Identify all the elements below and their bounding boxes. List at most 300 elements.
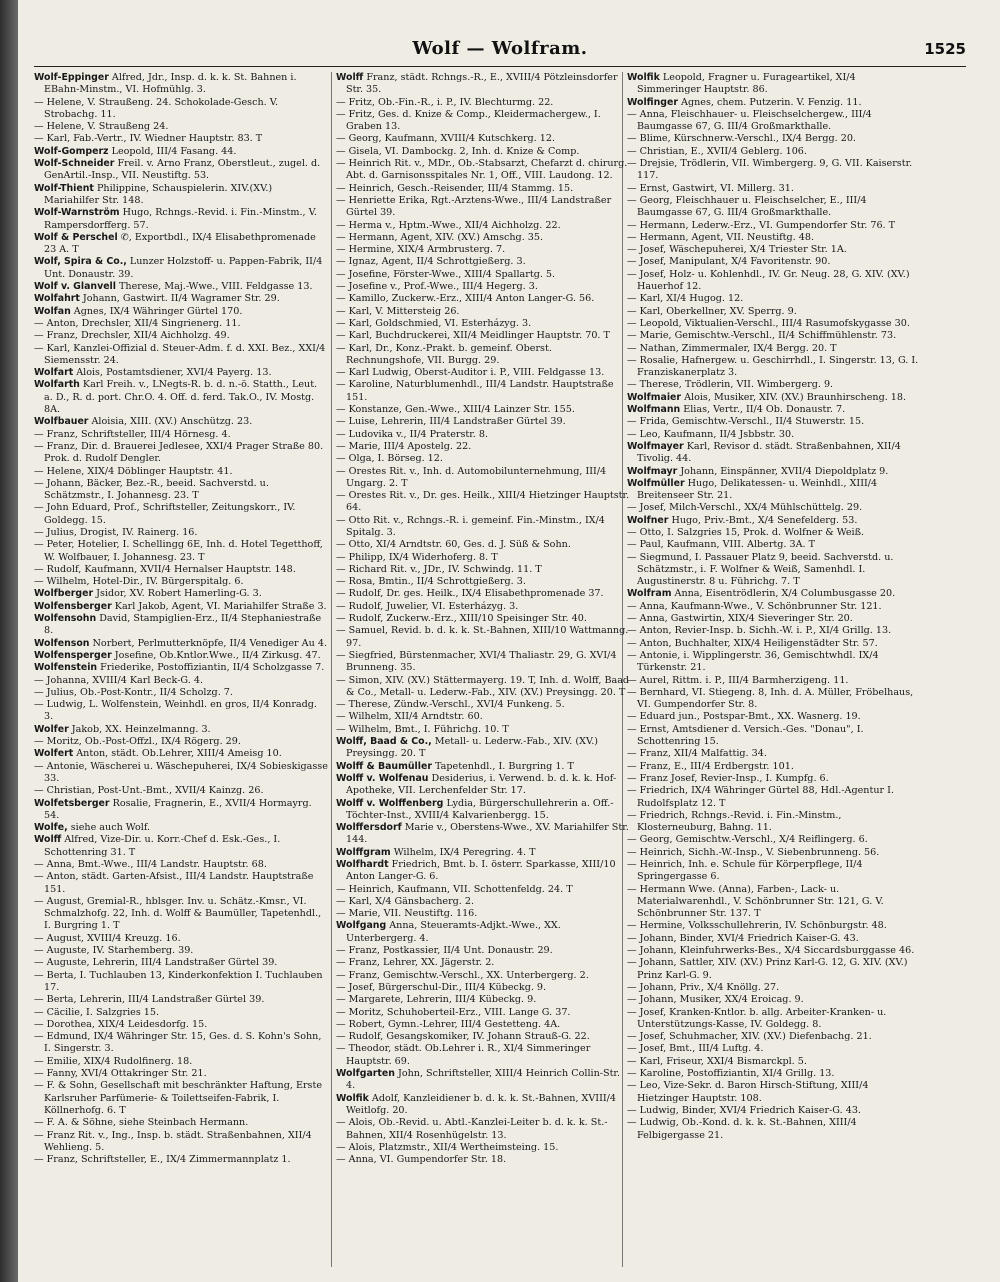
directory-entry: [336, 133, 630, 145]
entry-details: Anna, Steueramts-Adjkt.-Wwe., XX. Unterbergerg. 4.: [346, 920, 561, 944]
entry-details: — Robert, Gymn.-Lehrer, III/4 Gestetteng. 4A.: [336, 1018, 561, 1030]
entry-details: — Ludwig, Ob.-Kond. d. k. k. St.-Bahnen, XIII/4 Felbigergasse 21.: [627, 1117, 857, 1141]
entry-details: — Wilhelm, Bmt., I. Führichg. 10. T: [336, 723, 509, 735]
directory-entry: [336, 798, 630, 823]
entry-details: — Aurel, Rittm. i. P., III/4 Barmherzigeng. 11.: [627, 674, 849, 686]
entry-details: — Fritz, Ob.-Fin.-R., i. P., IV. Blechturmg. 22.: [336, 96, 554, 108]
directory-entry: [34, 1130, 328, 1155]
entry-surname: Wolfan: [34, 305, 71, 317]
directory-entry: [627, 220, 921, 232]
entry-surname: Wolfmaier: [627, 391, 682, 403]
entry-details: David, Stampiglien-Erz., II/4 Stephaniestraße 8.: [44, 613, 322, 637]
entry-surname: Wolfensberger: [34, 600, 112, 612]
directory-entry: [627, 330, 921, 342]
entry-details: — Karl Ludwig, Oberst-Auditor i. P., VIII. Feldgasse 13.: [336, 367, 605, 379]
entry-details: — Hermine, XIX/4 Armbrusterg. 7.: [336, 244, 506, 256]
column-1: [34, 72, 328, 1267]
directory-entry: [627, 1080, 921, 1105]
directory-entry: [627, 109, 921, 134]
entry-details: — Ernst, Gastwirt, VI. Millerg. 31.: [627, 182, 794, 194]
entry-details: — Ludovika v., II/4 Praterstr. 8.: [336, 428, 489, 440]
entry-details: — Franz, Drechsler, XII/4 Aichholzg. 49.: [34, 330, 230, 342]
entry-surname: Wolfmann: [627, 404, 681, 416]
directory-entry: [34, 724, 328, 736]
entry-details: siehe auch Wolf.: [67, 822, 151, 834]
entry-details: — Hermann, Agent, VII. Neustiftg. 48.: [627, 231, 815, 243]
entry-details: — Wilhelm, XII/4 Arndtstr. 60.: [336, 711, 483, 723]
directory-entry: [336, 441, 630, 453]
entry-details: — Josef, Bmt., III/4 Luftg. 4.: [627, 1043, 764, 1055]
entry-details: — August, XVIII/4 Kreuzg. 16.: [34, 932, 181, 944]
directory-entry: [34, 146, 328, 158]
entry-details: — Franz, Gemischtw.-Verschl., XX. Unterbergerg. 2.: [336, 969, 589, 981]
entry-details: — Karl, Kanzlei-Offizial d. Steuer-Adm. f. d. XXI. Bez., XXI/4 Siemensstr. 24.: [34, 342, 326, 366]
directory-entry: [34, 859, 328, 871]
directory-entry: [627, 539, 921, 551]
directory-entry: [336, 232, 630, 244]
directory-entry: [336, 109, 630, 134]
directory-entry: [627, 1105, 921, 1117]
entry-details: Josefine, Ob.Kntlor.Wwe., II/4 Zirkusg. 47.: [111, 649, 321, 661]
directory-entry: [336, 884, 630, 896]
directory-entry: [336, 761, 630, 773]
directory-entry: [34, 1031, 328, 1056]
entry-details: — Leo, Vize-Sekr. d. Baron Hirsch-Stiftung, XIII/4 Hietzinger Hauptstr. 108.: [627, 1080, 869, 1104]
entry-details: — Franz, Postkassier, II/4 Unt. Donaustr. 29.: [336, 945, 553, 957]
directory-entry: [336, 736, 630, 761]
directory-entry: [34, 822, 328, 834]
entry-details: — Rudolf, Kaufmann, XVII/4 Hernalser Hauptstr. 148.: [34, 563, 296, 575]
entry-details: — Simon, XIV. (XV.) Stättermayerg. 19. T, Inh. d. Wolff, Baad & Co., Metall- u. Lederw.-Fab., XIV. (XV.) Preysingg. 20. T: [336, 674, 630, 698]
entry-surname: Wolff, Baad & Co.,: [336, 736, 432, 748]
directory-entry: [627, 133, 921, 145]
entry-details: Jakob, XX. Heinzelmanng. 3.: [68, 723, 211, 735]
directory-entry: [627, 318, 921, 330]
directory-entry: [627, 146, 921, 158]
entry-details: — Therese, Zündw.-Verschl., XVI/4 Funkeng. 5.: [336, 699, 565, 711]
directory-entry: [627, 638, 921, 650]
directory-entry: [34, 957, 328, 969]
entry-surname: Wolfgarten: [336, 1068, 395, 1080]
directory-entry: [34, 121, 328, 133]
entry-details: — Ignaz, Agent, II/4 Schrottgießerg. 3.: [336, 256, 526, 268]
entry-details: — Heinrich, Inh. e. Schule für Körperpflege, II/4 Springergasse 6.: [627, 859, 863, 883]
directory-entry: [336, 613, 630, 625]
entry-details: — Frida, Gemischtw.-Verschl., II/4 Stuwerstr. 15.: [627, 416, 865, 428]
entry-details: — Rudolf, Gesangskomiker, IV. Johann Strauß-G. 22.: [336, 1031, 590, 1043]
entry-details: — Karl, Buchdruckerei, XII/4 Meidlinger Hauptstr. 70. T: [336, 330, 610, 342]
directory-entry: [336, 404, 630, 416]
entry-surname: Wolfgang: [336, 920, 387, 932]
entry-details: — Josef, Milch-Verschl., XX/4 Mühlschüttelg. 29.: [627, 502, 863, 514]
directory-entry: [336, 822, 630, 847]
entry-surname: Wolfahrt: [34, 293, 80, 305]
entry-details: — Heinrich, Kaufmann, VII. Schottenfeldg. 24. T: [336, 883, 573, 895]
directory-entry: [627, 306, 921, 318]
directory-entry: [34, 933, 328, 945]
entry-details: — Josef, Bürgerschul-Dir., III/4 Kübeckg. 9.: [336, 981, 547, 993]
entry-details: — Josef, Holz- u. Kohlenhdl., IV. Gr. Neug. 28, G. XIV. (XV.) Hauerhof 12.: [627, 268, 910, 293]
directory-entry: [34, 343, 328, 368]
directory-entry: [627, 675, 921, 687]
directory-entry: [34, 1080, 328, 1117]
entry-surname: Wolfenson: [34, 637, 90, 649]
directory-entry: [627, 379, 921, 391]
entry-details: — Berta, Lehrerin, III/4 Landstraßer Gürtel 39.: [34, 994, 265, 1006]
directory-entry: [34, 256, 328, 281]
entry-details: Lunzer Holzstoff- u. Pappen-Fabrik, II/4 Unt. Donaustr. 39.: [44, 256, 323, 280]
directory-entry: [336, 724, 630, 736]
directory-entry: [336, 1068, 630, 1093]
entry-details: Leopold, III/4 Fasang. 44.: [108, 145, 237, 157]
entry-details: — Franz, XII/4 Malfattig. 34.: [627, 748, 767, 760]
entry-details: Adolf, Kanzleidiener b. d. k. k. St.-Bahnen, XVIII/4 Weitlofg. 20.: [346, 1092, 617, 1116]
directory-entry: [336, 539, 630, 551]
directory-entry: [627, 1056, 921, 1068]
entry-details: Aloisia, XIII. (XV.) Anschützg. 23.: [88, 416, 253, 428]
entry-details: — Rudolf, Juwelier, VI. Esterházyg. 3.: [336, 600, 519, 612]
directory-entry: [336, 982, 630, 994]
directory-entry: [627, 711, 921, 723]
directory-entry: [34, 896, 328, 933]
entry-surname: Wolfbauer: [34, 416, 89, 428]
entry-details: — Alois, Ob.-Revid. u. Abtl.-Kanzlei-Leiter b. d. k. k. St.-Bahnen, XII/4 Rosenhügelstr. 13.: [336, 1117, 608, 1141]
entry-details: Karl Freih. v., LNegts-R. b. d. n.-ö. Statth., Leut. a. D., R. d. port. Chr.O. 4. Off. d. ferd. Tak.O., IV. Mostg. 8A.: [44, 379, 318, 416]
entry-details: — Fritz, Ges. d. Knize & Comp., Kleidermachergew., I. Graben 13.: [336, 108, 601, 133]
directory-entry: [336, 1019, 630, 1031]
entry-details: — August, Gremial-R., hblsger. Inv. u. Schätz.-Kmsr., VI. Schmalzhofg. 22, Inh. d. Wolff & Baumüller, Tapetenhdl., I. Burgring 1. T: [34, 895, 322, 932]
entry-details: — Anton, Drechsler, XII/4 Singrienerg. 11.: [34, 317, 241, 329]
directory-entry: [34, 761, 328, 786]
directory-entry: [34, 478, 328, 503]
directory-entry: [34, 638, 328, 650]
directory-entry: [34, 293, 328, 305]
entry-details: — Hermann, Lederw.-Erz., VI. Gumpendorfer Str. 76. T: [627, 219, 896, 231]
entry-surname: Wolff v. Wolfenau: [336, 772, 429, 784]
directory-entry: [34, 1068, 328, 1080]
entry-surname: Wolffgram: [336, 846, 391, 858]
entry-details: ✆, Exportbdl., IX/4 Elisabethpromenade 23 A. T: [44, 231, 316, 256]
entry-details: — Franz, Schriftsteller, E., IX/4 Zimmermannplatz 1.: [34, 1154, 291, 1166]
directory-entry: [34, 564, 328, 576]
entry-details: — Anton, städt. Garten-Afsist., III/4 Landstr. Hauptstraße 151.: [34, 871, 314, 895]
directory-entry: [627, 515, 921, 527]
entry-details: — Anna, Bmt.-Wwe., III/4 Landstr. Hauptstr. 68.: [34, 859, 267, 870]
entry-details: — Anton, Buchhalter, XIX/4 Heiligenstädter Str. 57.: [627, 637, 878, 649]
directory-entry: [336, 72, 630, 97]
entry-details: — Cäcilie, I. Salzgries 15.: [34, 1006, 160, 1018]
entry-details: — John Eduard, Prof., Schriftsteller, Zeitungskorr., IV. Goldegg. 15.: [34, 502, 296, 526]
entry-details: — Karoline, Naturblumenhdl., III/4 Landstr. Hauptstraße 151.: [336, 379, 614, 403]
directory-entry: [336, 379, 630, 404]
entry-details: Wilhelm, IX/4 Peregring. 4. T: [390, 846, 536, 858]
entry-details: Anton, städt. Ob.Lehrer, XIII/4 Ameisg 10.: [73, 748, 282, 760]
directory-entry: [336, 920, 630, 945]
entry-details: — Wilhelm, Hotel-Dir., IV. Bürgerspitalg. 6.: [34, 576, 244, 588]
directory-entry: [34, 834, 328, 859]
directory-entry: [34, 970, 328, 995]
directory-entry: [34, 429, 328, 441]
directory-entry: [34, 1019, 328, 1031]
entry-details: — Karl, X/4 Gänsbacherg. 2.: [336, 895, 475, 907]
directory-entry: [336, 158, 630, 183]
entry-details: Metall- u. Lederw.-Fab., XIV. (XV.) Preysingg. 20. T: [346, 736, 598, 760]
entry-details: — Johann, Kleinfuhrwerks-Bes., X/4 Siccardsburggasse 46.: [627, 945, 915, 957]
directory-entry: [34, 994, 328, 1006]
entry-details: — Siegmund, I. Passauer Platz 9, beeid. Sachverstd. u. Schätzmstr., i. F. Wolfner & Weiß, Samenhdl. I. Augustinerstr. 8 u. Führichg. 7. T: [627, 551, 894, 588]
entry-details: — Bernhard, VI. Stiegeng. 8, Inh. d. A. Müller, Fröbelhaus, VI. Gumpendorfer Str. 8.: [627, 686, 914, 711]
entry-details: — Josef, Schuhmacher, XIV. (XV.) Diefenbachg. 21.: [627, 1031, 872, 1043]
directory-entry: [627, 269, 921, 294]
entry-details: — Orestes Rit. v., Dr. ges. Heilk., XIII/4 Hietzinger Hauptstr. 64.: [336, 490, 630, 514]
entry-details: Franz, städt. Rchngs.-R., E., XVIII/4 Pötzleinsdorfer Str. 35.: [346, 72, 618, 96]
directory-entry: [34, 1154, 328, 1166]
entry-details: — Emilie, XIX/4 Rudolfinerg. 18.: [34, 1055, 193, 1067]
entry-details: Leopold, Fragner u. Furageartikel, XI/4 Simmeringer Hauptstr. 86.: [637, 72, 856, 96]
entry-surname: Wolf-Schneider: [34, 158, 115, 170]
entry-details: — Anna, VI. Gumpendorfer Str. 18.: [336, 1154, 507, 1166]
directory-entry: [336, 625, 630, 650]
directory-entry: [627, 884, 921, 921]
directory-entry: [627, 441, 921, 466]
entry-details: — Theodor, städt. Ob.Lehrer i. R., XI/4 Simmeringer Hauptstr. 69.: [336, 1043, 591, 1067]
entry-details: — Karl, XI/4 Hugog. 12.: [627, 293, 744, 305]
entry-surname: Wolff & Baumüller: [336, 760, 432, 772]
directory-entry: [627, 847, 921, 859]
page-number: 1525: [924, 40, 966, 58]
entry-details: — Otto, XI/4 Arndtstr. 60, Ges. d. J. Süß & Sohn.: [336, 539, 571, 551]
directory-entry: [336, 453, 630, 465]
entry-details: Elias, Vertr., II/4 Ob. Donaustr. 7.: [680, 404, 846, 416]
directory-entry: [627, 761, 921, 773]
directory-entry: [34, 72, 328, 97]
entry-details: — Georg, Fleischhauer u. Fleischselcher, E., III/4 Baumgasse 67, G. III/4 Großmarkthalle.: [627, 194, 867, 219]
directory-entry: [34, 441, 328, 466]
entry-details: — Fanny, XVI/4 Ottakringer Str. 21.: [34, 1068, 207, 1080]
entry-details: — Josefine, Förster-Wwe., XIII/4 Spallartg. 5.: [336, 268, 556, 280]
directory-entry: [627, 945, 921, 957]
entry-details: Freil. v. Arno Franz, Oberstleut., zugel. d. GenArtil.-Insp., VII. Neustiftg. 53.: [44, 158, 321, 182]
directory-entry: [34, 281, 328, 293]
directory-entry: [34, 367, 328, 379]
directory-entry: [34, 871, 328, 896]
entry-details: Lydia, Bürgerschullehrerin a. Off.-Töchter-Inst., XVIII/4 Kalvarienbergg. 15.: [346, 797, 614, 821]
directory-entry: [627, 920, 921, 932]
entry-surname: Wolfetsberger: [34, 797, 110, 809]
entry-details: — Otto, I. Salzgries 15, Prok. d. Wolfner & Weiß.: [627, 526, 865, 538]
entry-details: Alfred, Jdr., Insp. d. k. k. St. Bahnen i. EBahn-Minstm., VI. Hofmühlg. 3.: [44, 72, 297, 96]
entry-surname: Wolfhardt: [336, 859, 389, 870]
entry-details: — Georg, Kaufmann, XVIII/4 Kutschkerg. 12.: [336, 133, 556, 145]
directory-entry: [336, 675, 630, 700]
directory-entry: [336, 650, 630, 675]
directory-entry: [34, 662, 328, 674]
directory-entry: [336, 515, 630, 540]
directory-entry: [627, 232, 921, 244]
entry-details: — Johanna, XVIII/4 Karl Beck-G. 4.: [34, 674, 204, 686]
directory-entry: [34, 306, 328, 318]
entry-details: — Franz, E., III/4 Erdbergstr. 101.: [627, 760, 794, 772]
directory-entry: [627, 957, 921, 982]
directory-entry: [627, 773, 921, 785]
entry-details: — Ernst, Amtsdiener d. Versich.-Ges. "Donau", I. Schottenring 15.: [627, 723, 864, 748]
directory-entry: [34, 379, 328, 416]
directory-entry: [34, 183, 328, 208]
directory-entry: [336, 244, 630, 256]
directory-entry: [34, 1007, 328, 1019]
directory-entry: [34, 97, 328, 122]
directory-entry: [336, 367, 630, 379]
directory-entry: [336, 576, 630, 588]
directory-entry: [627, 859, 921, 884]
directory-entry: [336, 195, 630, 220]
entry-details: — Edmund, IX/4 Währinger Str. 15, Ges. d. S. Kohn's Sohn, I. Singerstr. 3.: [34, 1031, 322, 1055]
entry-details: — Friedrich, Rchngs.-Revid. i. Fin.-Minstm., Klosterneuburg, Bahng. 11.: [627, 809, 842, 834]
directory-entry: [34, 1117, 328, 1129]
entry-details: — Anna, Fleischhauer- u. Fleischselchergew., III/4 Baumgasse 67, G. III/4 Großmarkthalle.: [627, 108, 872, 133]
entry-details: Friederike, Postoffiziantin, II/4 Scholzgasse 7.: [97, 662, 325, 674]
entry-details: — Orestes Rit. v., Inh. d. Automobilunternehmung, III/4 Ungarg. 2. T: [336, 465, 607, 489]
directory-entry: [34, 318, 328, 330]
directory-entry: [336, 957, 630, 969]
page-header: [0, 38, 1000, 68]
directory-entry: [336, 306, 630, 318]
directory-entry: [336, 281, 630, 293]
entry-details: Anna, Eisentrödlerin, X/4 Columbusgasse 20.: [671, 588, 896, 600]
directory-entry: [627, 195, 921, 220]
directory-entry: [34, 588, 328, 600]
directory-entry: [627, 429, 921, 441]
entry-details: — Johann, Priv., X/4 Knöllg. 27.: [627, 981, 780, 993]
entry-details: John, Schriftsteller, XIII/4 Heinrich Collin-Str. 4.: [346, 1068, 621, 1092]
entry-details: — Olga, I. Börseg. 12.: [336, 453, 443, 465]
directory-entry: [336, 269, 630, 281]
entry-details: Therese, Maj.-Wwe., VIII. Feldgasse 13.: [115, 281, 313, 293]
entry-details: — Karl, V. Mittersteig 26.: [336, 305, 460, 317]
directory-entry: [34, 601, 328, 613]
column-divider: [331, 72, 332, 1267]
directory-entry: [336, 416, 630, 428]
entry-details: — Johann, Musiker, XX/4 Eroicag. 9.: [627, 994, 804, 1006]
entry-details: — Marie, III/4 Apostelg. 22.: [336, 440, 472, 452]
entry-details: — Ludwig, L. Wolfenstein, Weinhdl. en gros, II/4 Konradg. 3.: [34, 699, 317, 723]
entry-surname: Wolff: [34, 834, 62, 846]
entry-surname: Wolfart: [34, 367, 74, 379]
directory-entry: [627, 724, 921, 749]
directory-entry: [336, 220, 630, 232]
entry-details: — Auguste, Lehrerin, III/4 Landstraßer Gürtel 39.: [34, 957, 278, 969]
entry-surname: Wolfinger: [627, 96, 678, 108]
entry-details: — Rudolf, Zuckerw.-Erz., XIII/10 Speisinger Str. 40.: [336, 613, 587, 625]
entry-details: — Herma v., Hptm.-Wwe., XII/4 Aichholzg. 22.: [336, 219, 561, 231]
directory-entry: [336, 896, 630, 908]
directory-entry: [336, 1117, 630, 1142]
directory-entry: [336, 994, 630, 1006]
directory-entry: [627, 982, 921, 994]
entry-details: — Heinrich, Gesch.-Reisender, III/4 Stammg. 15.: [336, 182, 574, 194]
entry-details: Marie v., Oberstens-Wwe., XV. Mariahilfer Str. 144.: [346, 822, 629, 846]
entry-details: — Peter, Hotelier, I. Schellingg 6E, Inh. d. Hotel Tegetthoff, W. Wolfbauer, I. Johannesg. 23. T: [34, 539, 323, 563]
directory-entry: [627, 650, 921, 675]
entry-details: — Marie, VII. Neustiftg. 116.: [336, 908, 478, 920]
entry-details: — Henriette Erika, Rgt.-Arztens-Wwe., III/4 Landstraßer Gürtel 39.: [336, 194, 612, 219]
directory-entry: [627, 392, 921, 404]
directory-entry: [336, 970, 630, 982]
directory-entry: [627, 1068, 921, 1080]
directory-entry: [336, 1007, 630, 1019]
entry-details: — Dorothea, XIX/4 Leidesdorfg. 15.: [34, 1018, 208, 1030]
entry-surname: Wolf, Spira & Co.,: [34, 256, 127, 268]
entry-details: Friedrich, Bmt. b. I. österr. Sparkasse, XIII/10 Anton Langer-G. 6.: [346, 859, 616, 883]
directory-entry: [627, 613, 921, 625]
directory-entry: [627, 97, 921, 109]
directory-entry: [627, 810, 921, 835]
directory-entry: [34, 207, 328, 232]
entry-details: Desiderius, i. Verwend. b. d. k. k. Hof-Apotheke, VII. Lerchenfelder Str. 17.: [346, 772, 617, 797]
entry-details: — Leopold, Viktualien-Verschl., III/4 Rasumofskygasse 30.: [627, 317, 910, 329]
directory-entry: [336, 256, 630, 268]
entry-details: — Franz, Lehrer, XX. Jägerstr. 2.: [336, 957, 495, 969]
entry-details: — F. & Sohn, Gesellschaft mit beschränkter Haftung, Erste Karlsruher Parfümerie- & Toilettseifen-Fabrik, I. Köllnerhofg. 6. T: [34, 1080, 322, 1116]
entry-details: — Heinrich Rit. v., MDr., Ob.-Stabsarzt, Chefarzt d. chirurg. Abt. d. Garnisonsspitales Nr. 1, Off., VIII. Laudong. 12.: [336, 158, 628, 182]
directory-entry: [336, 588, 630, 600]
entry-details: — Josef, Manipulant, X/4 Favoritenstr. 90.: [627, 256, 831, 268]
entry-details: — Gisela, VI. Dambockg. 2, Inh. d. Knize & Comp.: [336, 145, 580, 157]
directory-entry: [627, 466, 921, 478]
directory-entry: [336, 466, 630, 491]
entry-details: Norbert, Perlmutterknöpfe, II/4 Venediger Au 4.: [89, 637, 327, 649]
entry-details: — Richard Rit. v., JDr., IV. Schwindg. 11. T: [336, 563, 542, 575]
directory-entry: [336, 1043, 630, 1068]
entry-surname: Wolfmayer: [627, 440, 684, 452]
directory-entry: [627, 1031, 921, 1043]
directory-entry: [627, 478, 921, 503]
entry-details: — Heinrich, Sichh.-W.-Insp., V. Siebenbrunneng. 56.: [627, 846, 880, 858]
directory-entry: [34, 466, 328, 478]
entry-surname: Wolf-Thient: [34, 182, 94, 194]
directory-entry: [34, 539, 328, 564]
entry-details: — Karl, Friseur, XXI/4 Bismarckpl. 5.: [627, 1055, 807, 1067]
entry-details: — Margarete, Lehrerin, III/4 Kübeckg. 9.: [336, 994, 537, 1006]
entry-details: — Leo, Kaufmann, II/4 Jsbbstr. 30.: [627, 428, 795, 440]
entry-surname: Wolfik: [336, 1092, 369, 1104]
entry-details: — Therese, Trödlerin, VII. Wimbergerg. 9.: [627, 379, 834, 391]
entry-details: — Helene, V. Straußeng. 24. Schokolade-Gesch. V. Strobachg. 11.: [34, 96, 279, 120]
entry-details: — Rosa, Bmtin., II/4 Schrottgießerg. 3.: [336, 576, 526, 588]
entry-details: — Franz, Dir. d. Brauerei Jedlesee, XXI/4 Prager Straße 80. Prok. d. Rudolf Dengler.: [34, 440, 324, 465]
entry-surname: Wolf v. Glanvell: [34, 281, 116, 293]
directory-entry: [336, 97, 630, 109]
directory-entry: [336, 429, 630, 441]
entry-details: — Konstanze, Gen.-Wwe., XIII/4 Lainzer Str. 155.: [336, 404, 575, 416]
entry-details: Jsidor, XV. Robert Hamerling-G. 3.: [93, 588, 262, 600]
entry-surname: Wolfensohn: [34, 613, 97, 625]
entry-surname: Wolfmayr: [627, 465, 678, 477]
directory-entry: [627, 601, 921, 613]
directory-entry: [336, 859, 630, 884]
directory-entry: [34, 416, 328, 428]
entry-details: — Josef, Kranken-Kntlor. b. allg. Arbeiter-Kranken- u. Unterstützungs-Kasse, IV. Goldegg. 8.: [627, 1006, 887, 1030]
directory-entry: [336, 146, 630, 158]
entry-details: Johann, Gastwirt. II/4 Wagramer Str. 29.: [79, 293, 280, 305]
entry-details: — Kamillo, Zuckerw.-Erz., XIII/4 Anton Langer-G. 56.: [336, 293, 595, 305]
entry-details: — Samuel, Revid. b. d. k. k. St.-Bahnen, XIII/10 Wattmanng. 97.: [336, 625, 629, 649]
entry-surname: Wolfert: [34, 748, 74, 760]
entry-details: — Antonie, i. Wipplingerstr. 36, Gemischtwhdl. IX/4 Türkenstr. 21.: [627, 649, 879, 674]
directory-entry: [34, 158, 328, 183]
entry-surname: Wolfram: [627, 588, 672, 600]
directory-entry: [34, 133, 328, 145]
